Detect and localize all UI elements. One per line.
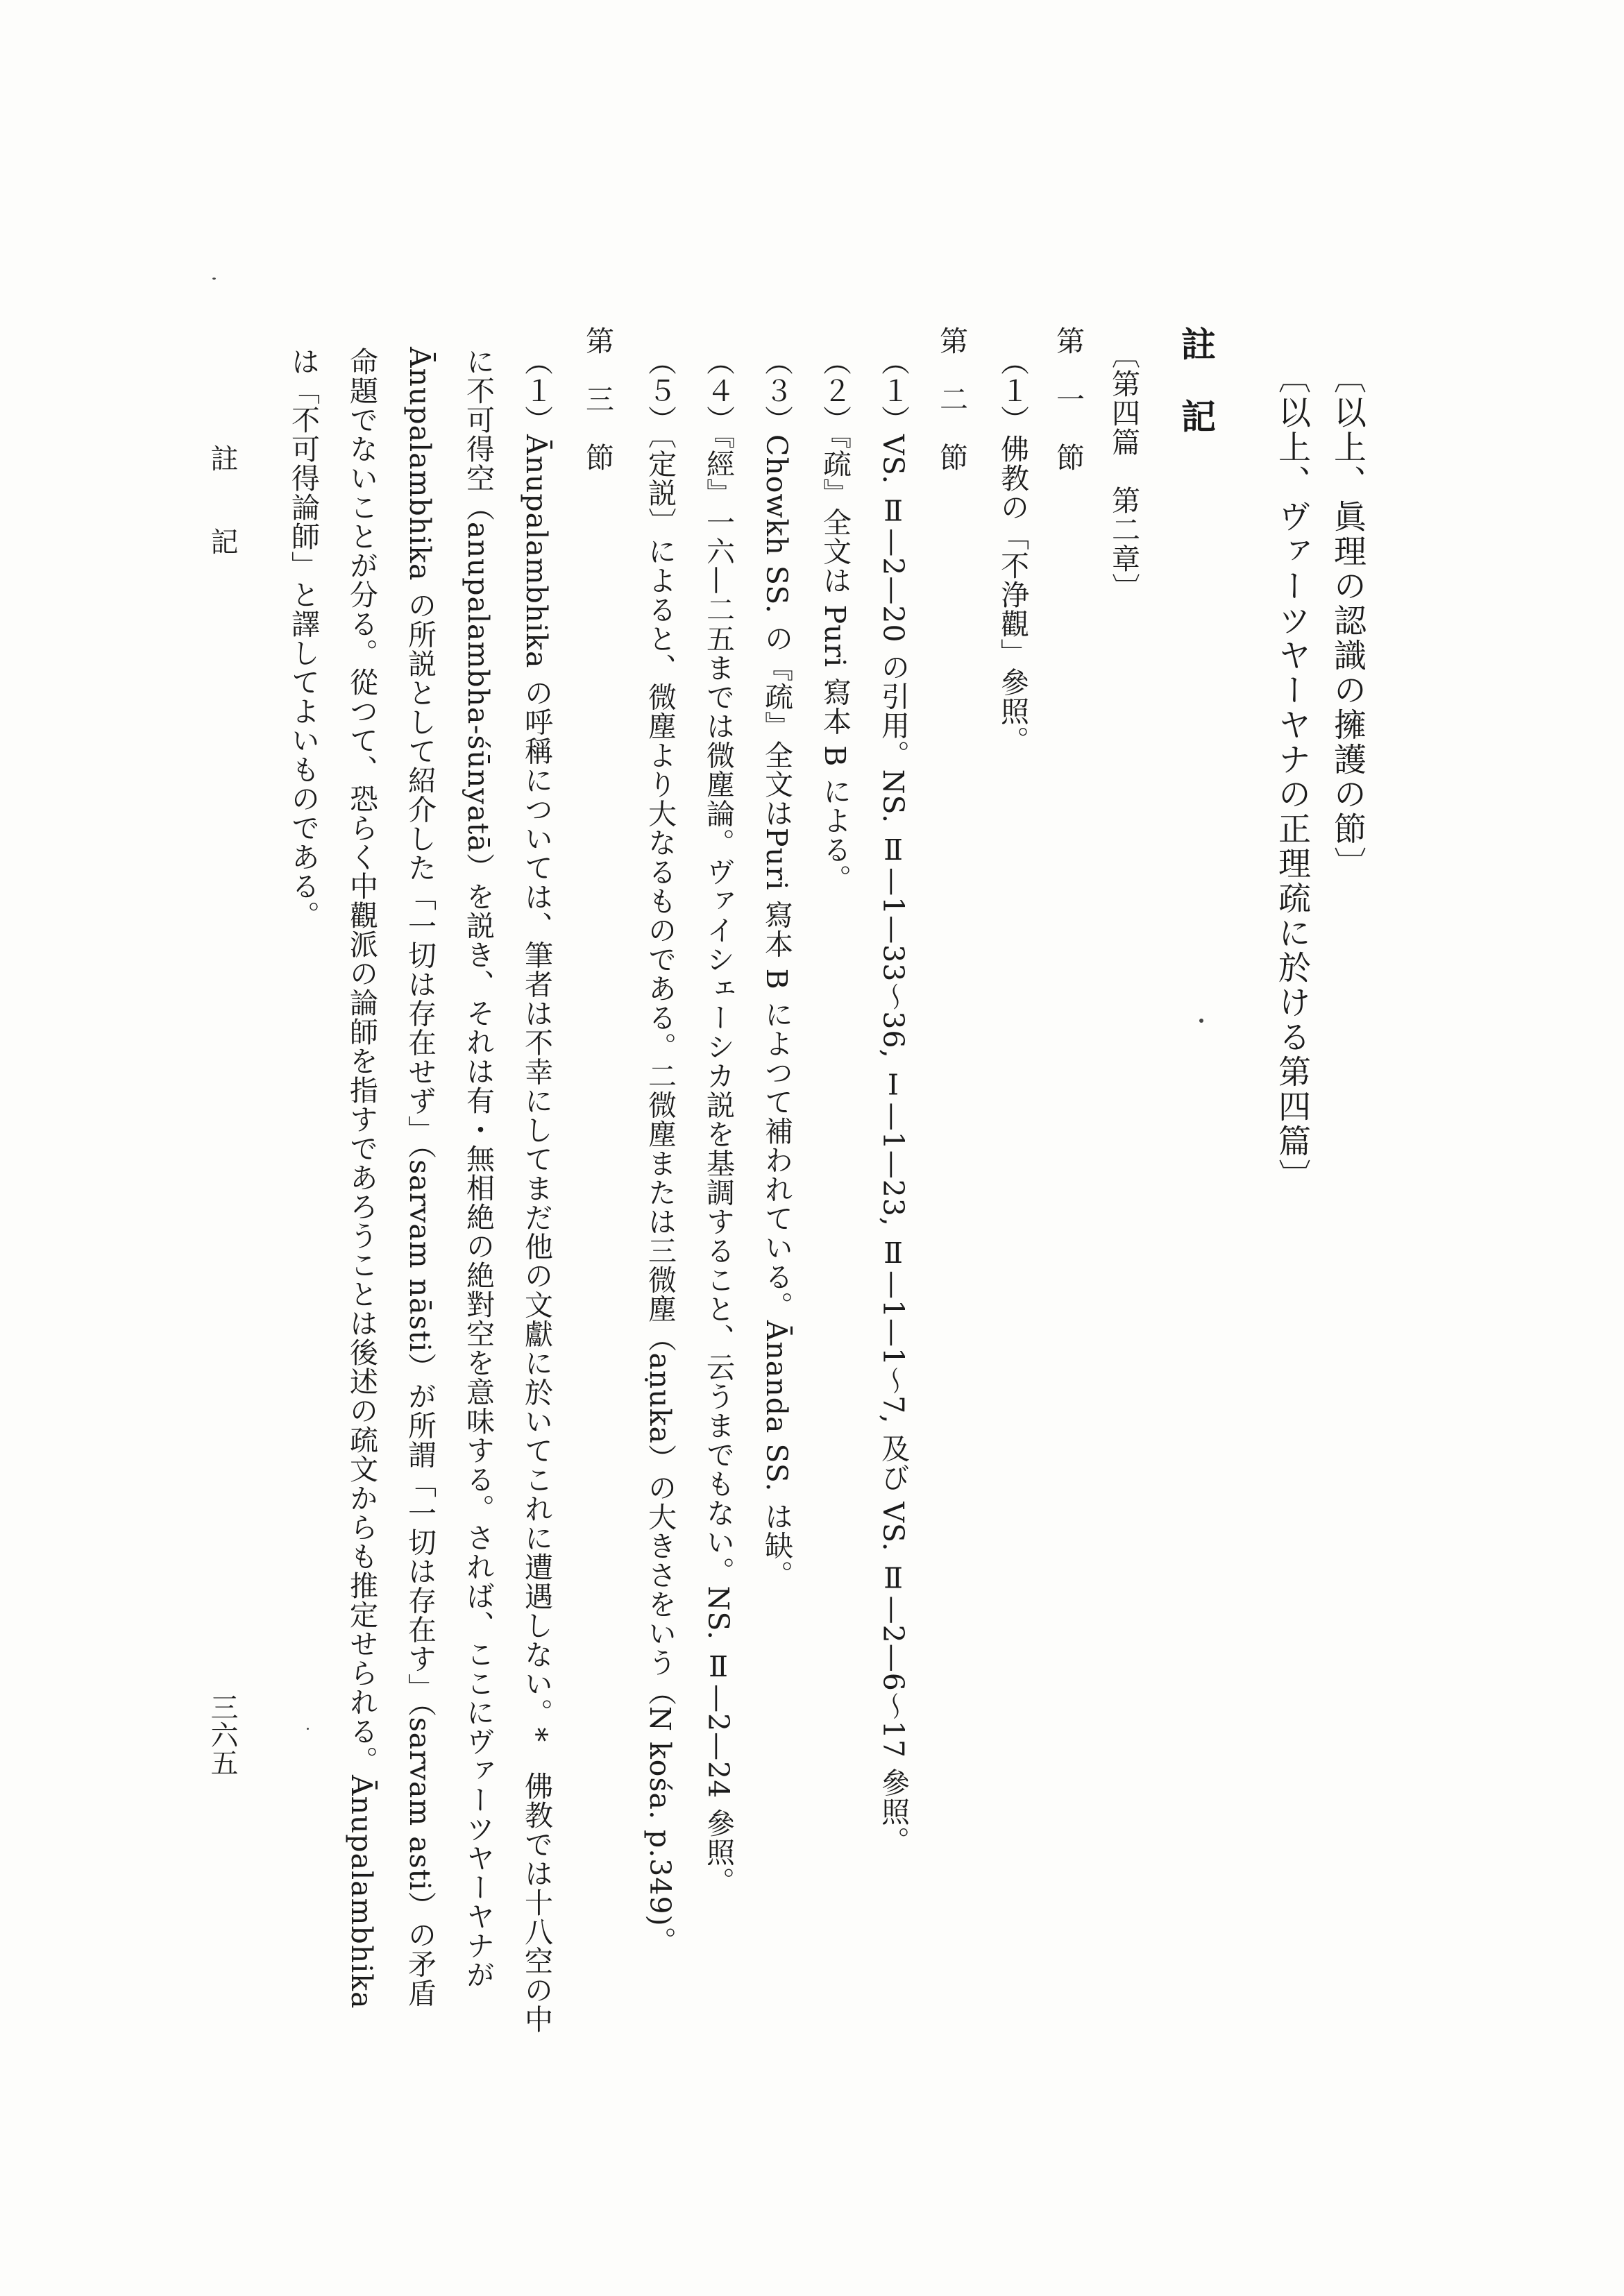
section3-note-1-line-5: は「不可得論師」と譯してよいものである。 [287, 347, 320, 930]
scan-speck [1199, 1019, 1203, 1023]
section-heading-2: 第 二 節 [935, 326, 968, 472]
section3-note-1-line-4: 命題でないことが分る。從つて、恐らく中觀派の論師を指すであろうことは後述の疏文からも推定せられる。Ānupalambhika [345, 347, 378, 2009]
section2-note-2: （２）『疏』全文は Puri 寫本 B による。 [818, 347, 852, 894]
section1-note-1: （１）佛教の「不浄觀」參照。 [996, 347, 1029, 755]
running-head: 註 記 [206, 444, 238, 555]
section3-note-1-line-3: Ānupalambhika の所説として紹介した「一切は存在せず」（sarvam nāsti）が所謂「一切は存在す」（sarvam asti）の矛盾 [403, 347, 437, 2008]
section-heading-3: 第 三 節 [581, 326, 614, 472]
page-number: 三六五 [206, 1693, 238, 1776]
closing-line-2: 〔以上、ヴァーツヤーヤナの正理疏に於ける第四篇〕 [1273, 361, 1311, 1193]
section3-note-1-line-1: （１）Ānupalambhika の呼稱については、筆者は不幸にしてまだ他の文獻に於いてこれに遭遇しない。* 佛教では十八空の中 [520, 347, 553, 2034]
section3-note-1-line-2: に不可得空（anupalambha-śūnyatā）を説き、それは有・無相絶の絶對空を意味する。されば、ここにヴァーツヤーヤナが [462, 347, 495, 1989]
section2-note-4: （４）『經』一六—二五までは微塵論。ヴァイシェーシカ説を基調すること、云うまでもない。NS. Ⅱ—2—24 參照。 [702, 347, 735, 1896]
section2-note-5: （５）〔定説〕によると、微塵より大なるものである。二微塵または三微塵（aṇuka）の大きさをいう（N kośa. p.349)。 [643, 347, 677, 1956]
scan-speck [307, 1728, 309, 1730]
section-heading-1: 第 一 節 [1051, 326, 1085, 472]
section2-note-3: （３）Chowkh SS. の『疏』全文はPuri 寫本 B によつて補われている。Ānanda SS. は缺。 [760, 347, 793, 1590]
chapter-label: 〔第四篇 第二章〕 [1107, 340, 1140, 602]
notes-heading: 註 記 [1176, 326, 1217, 434]
scan-speck [212, 278, 216, 280]
section2-note-1: （１）VS. Ⅱ—2—20 の引用。NS. Ⅱ—1—33〜36, Ⅰ—1—23, Ⅱ—1—1〜7, 及び VS. Ⅱ—2—6〜17 參照。 [877, 347, 910, 1855]
closing-line-1: 〔以上、眞理の認識の擁護の節〕 [1328, 361, 1367, 881]
